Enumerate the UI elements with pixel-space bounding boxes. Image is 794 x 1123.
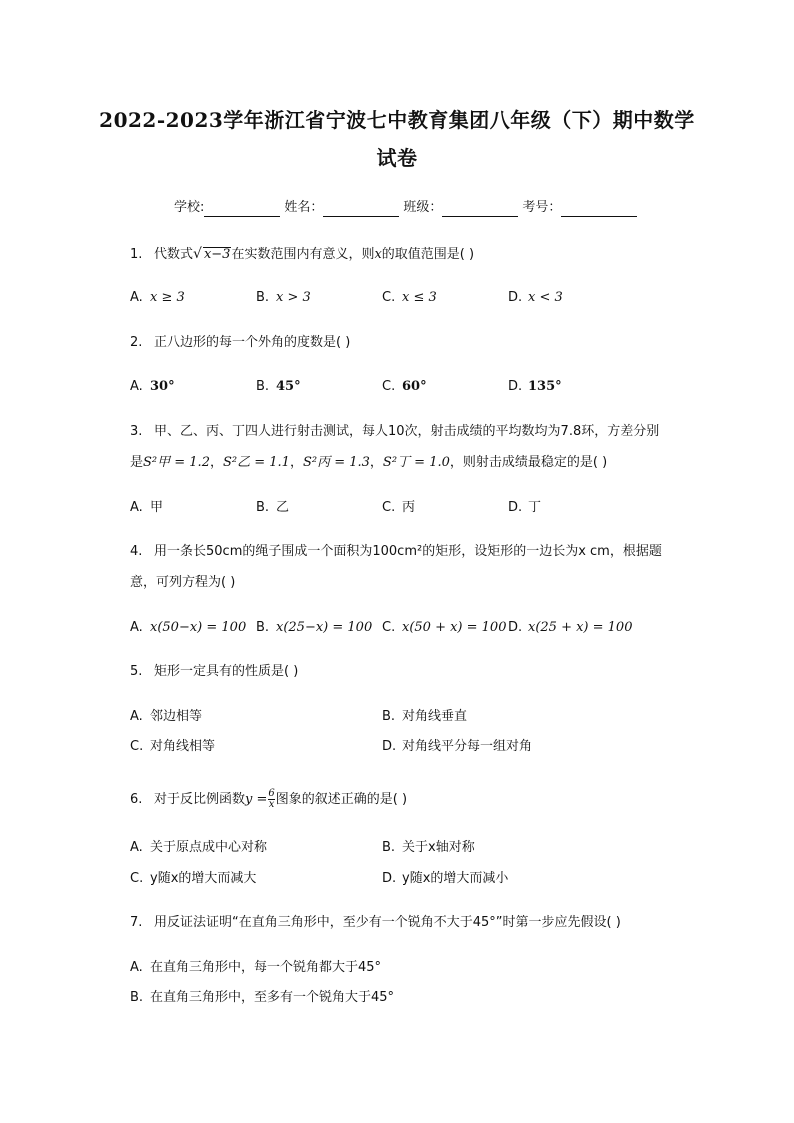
student-info-row: [174, 199, 654, 217]
school-blank[interactable]: [204, 202, 280, 217]
q2-option-b[interactable]: B. 45°: [256, 379, 301, 394]
question-1: 1. 代数式√ x−3在实数范围内有意义，则x的取值范围是( ): [130, 246, 475, 262]
q5-option-b[interactable]: B. 对角线垂直: [382, 709, 468, 724]
q4-option-d[interactable]: D. x(25 + x) = 100: [508, 620, 633, 635]
sqrt-icon: √: [193, 246, 202, 262]
number-label: 考号：: [522, 200, 562, 215]
q3-option-c[interactable]: C. 丙: [382, 500, 416, 515]
q4-option-b[interactable]: B. x(25−x) = 100: [256, 620, 373, 635]
q3-option-a[interactable]: A. 甲: [130, 500, 164, 515]
question-4-line2: 意，可列方程为( ): [130, 575, 236, 590]
q2-option-d[interactable]: D. 135°: [508, 379, 562, 394]
q1-option-b[interactable]: B. x > 3: [256, 290, 311, 305]
q6-option-c[interactable]: C. y随x的增大而减大: [130, 871, 257, 886]
exam-title-line1: 2022-2023学年浙江省宁波七中教育集团八年级（下）期中数学: [99, 108, 695, 132]
q2-option-a[interactable]: A. 30°: [130, 379, 175, 394]
name-label: 姓名：: [284, 200, 324, 215]
question-7: 7. 用反证法证明“在直角三角形中，至少有一个锐角不大于45°”时第一步应先假设( ): [130, 915, 621, 930]
question-3-line1: 3. 甲、乙、丙、丁四人进行射击测试，每人10次，射击成绩的平均数均为7.8环，方差分别: [130, 424, 660, 439]
q4-option-c[interactable]: C. x(50 + x) = 100: [382, 620, 507, 635]
question-3-line2: 是S²甲 = 1.2，S²乙 = 1.1，S²丙 = 1.3，S²丁 = 1.0，则射击成绩最稳定的是( ): [130, 455, 608, 470]
q3-option-b[interactable]: B. 乙: [256, 500, 290, 515]
q5-option-d[interactable]: D. 对角线平分每一组对角: [382, 739, 533, 754]
q5-option-a[interactable]: A. 邻边相等: [130, 709, 203, 724]
q1-option-c[interactable]: C. x ≤ 3: [382, 290, 437, 305]
fraction: $\frac{6}{x}$: [268, 788, 275, 810]
question-4-line1: 4. 用一条长50cm的绳子围成一个面积为100cm²的矩形，设矩形的一边长为x cm，根据题: [130, 544, 662, 559]
number-blank[interactable]: [561, 202, 637, 217]
q4-option-a[interactable]: A. x(50−x) = 100: [130, 620, 247, 635]
question-2: 2. 正八边形的每一个外角的度数是( ): [130, 335, 351, 350]
sqrt-radicand: x−3: [203, 247, 231, 262]
question-5: 5. 矩形一定具有的性质是( ): [130, 664, 299, 679]
q3-option-d[interactable]: D. 丁: [508, 500, 542, 515]
class-label: 班级：: [403, 200, 443, 215]
exam-title-line2: 试卷: [376, 146, 418, 170]
class-blank[interactable]: [442, 202, 518, 217]
school-label: 学校:: [174, 200, 205, 215]
q1-option-a[interactable]: A. x ≥ 3: [130, 290, 185, 305]
q7-option-b[interactable]: B. 在直角三角形中，至多有一个锐角大于45°: [130, 990, 395, 1005]
q6-option-b[interactable]: B. 关于x轴对称: [382, 840, 475, 855]
q6-option-d[interactable]: D. y随x的增大而减小: [382, 871, 509, 886]
q6-option-a[interactable]: A. 关于原点成中心对称: [130, 840, 268, 855]
q2-option-c[interactable]: C. 60°: [382, 379, 427, 394]
q5-option-c[interactable]: C. 对角线相等: [130, 739, 216, 754]
question-6: 6. 对于反比例函数y = $\frac{6}{x}$ 图象的叙述正确的是( ): [130, 788, 408, 810]
name-blank[interactable]: [323, 202, 399, 217]
q7-option-a[interactable]: A. 在直角三角形中，每一个锐角都大于45°: [130, 960, 382, 975]
q1-option-d[interactable]: D. x < 3: [508, 290, 563, 305]
